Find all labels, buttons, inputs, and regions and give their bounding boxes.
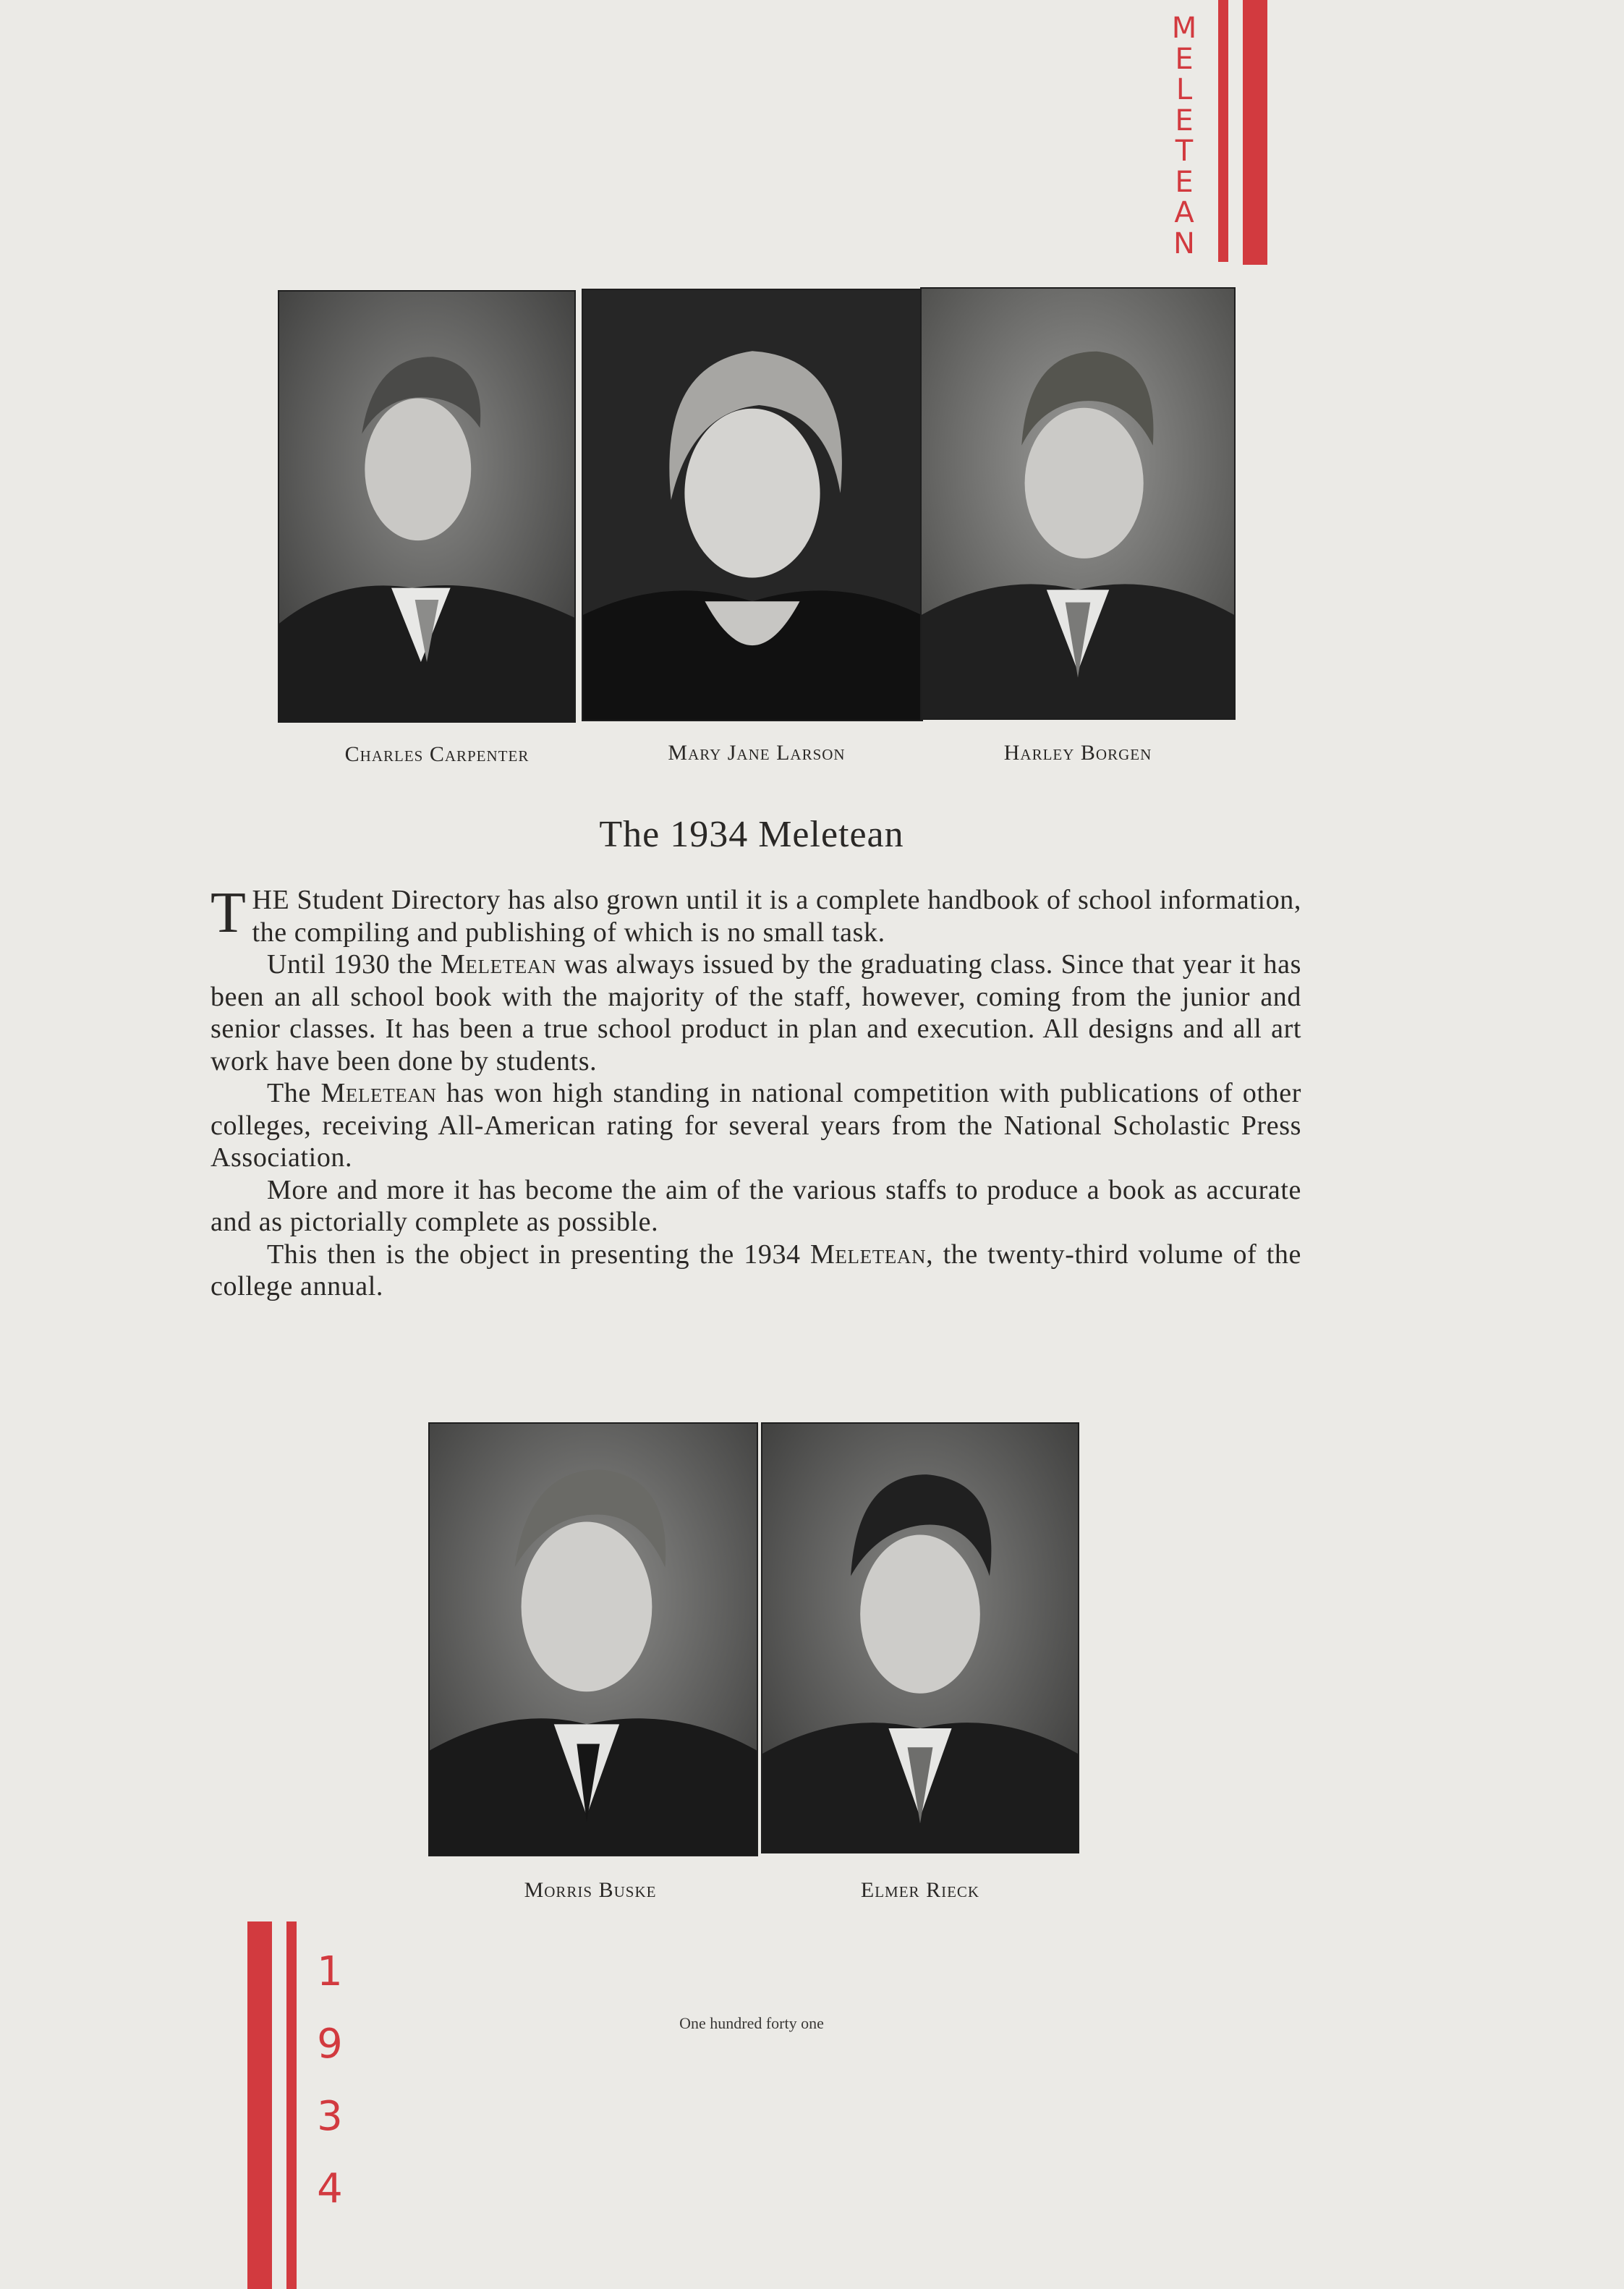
paragraph-text: , the twenty-third volume of the college annual. [211, 1239, 1301, 1301]
portrait-photo [428, 1422, 758, 1856]
portrait-photo [582, 289, 923, 721]
year-marker [308, 1936, 352, 2225]
portrait-caption: Charles Carpenter [344, 742, 530, 766]
paragraph-text: This then is the object in presenting the 1934 [267, 1239, 811, 1270]
bottom-accent-bar-thick [247, 1921, 272, 2289]
paragraph: More and more it has become the aim of the various staffs to produce a book as accurate and as pictorially complete as possible. [211, 1174, 1301, 1237]
year-digit: 3 [317, 2093, 343, 2140]
portrait-caption: Morris Buske [524, 1878, 657, 1902]
paragraph-text: has won high standing in national competition with publications of other colleges, receiving All-American rating for several years from the National Scholastic Press Association. [211, 1078, 1302, 1173]
top-accent-bar-thin [1218, 0, 1228, 262]
article-body [211, 881, 1302, 1303]
publication-name: Meletean [320, 1078, 437, 1108]
portrait-photo [278, 290, 576, 723]
portrait-caption: Harley Borgen [1003, 741, 1152, 765]
year-digit: 1 [317, 1948, 343, 1995]
running-head-letter: A [1174, 196, 1194, 229]
article-title: The 1934 Meletean [599, 814, 904, 855]
running-head-letter: E [1175, 42, 1194, 76]
drop-cap: T [211, 881, 247, 945]
portrait-photo [920, 287, 1236, 720]
portrait-photo [761, 1422, 1079, 1853]
publication-name: Meletean [441, 949, 557, 980]
paragraph [211, 948, 1301, 1077]
running-head-letter: N [1173, 226, 1195, 260]
running-head-letter: L [1176, 73, 1193, 106]
paragraph-text: was always issued by the graduating class. Since that year it has been an all school book with the majority of the staff, however, coming from the junior and senior classes. It has been a true school product in plan and execution. All designs and all art work have been done by students. [211, 949, 1301, 1076]
bottom-accent-bar-thin [286, 1921, 297, 2289]
running-head-letter: E [1175, 165, 1194, 199]
page-number: One hundred forty one [679, 2014, 824, 2032]
paragraph [211, 881, 1301, 948]
running-head-letter: M [1171, 12, 1197, 45]
running-head-letter: E [1175, 103, 1194, 137]
running-head-letter: T [1175, 135, 1194, 168]
year-digit: 9 [317, 2021, 343, 2068]
running-head-word [1166, 13, 1202, 259]
portrait-caption: Mary Jane Larson [668, 741, 846, 765]
year-digit: 4 [317, 2165, 343, 2212]
publication-name: Meletean [810, 1239, 927, 1270]
portrait-caption: Elmer Rieck [860, 1878, 980, 1902]
paragraph [211, 1077, 1301, 1174]
paragraph-text: HE Student Directory has also grown until it is a complete handbook of school information, the compiling and publishing of which is no small task. [252, 885, 1301, 948]
top-accent-bar-thick [1243, 0, 1267, 265]
paragraph-text: Until 1930 the [267, 949, 441, 980]
paragraph [211, 1239, 1301, 1303]
paragraph-text: The [267, 1078, 321, 1108]
